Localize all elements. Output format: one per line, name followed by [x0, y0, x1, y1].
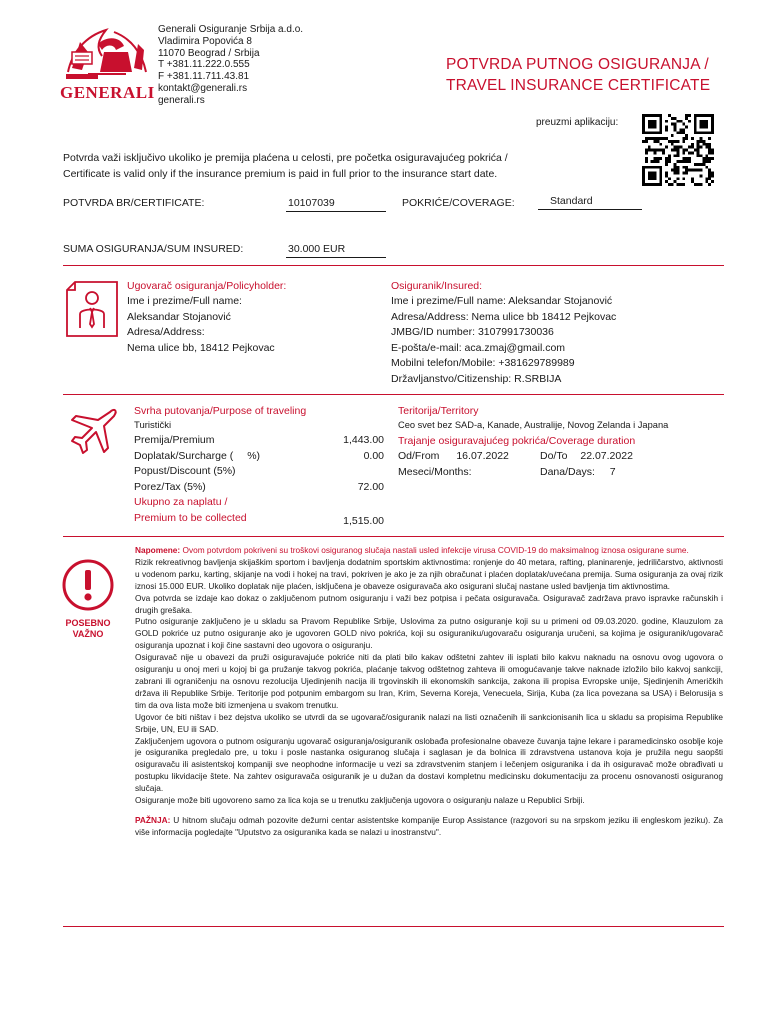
- certificate-label: POTVRDA BR/CERTIFICATE:: [63, 197, 205, 209]
- to-date: 22.07.2022: [580, 450, 633, 462]
- important-badge: [58, 558, 118, 640]
- from-date: 16.07.2022: [456, 450, 509, 462]
- sum-insured-value: 30.000 EUR: [286, 243, 386, 258]
- duration-to: [540, 449, 633, 465]
- insured-details: [391, 294, 616, 388]
- surcharge-percent: %): [247, 449, 261, 462]
- purpose-value: Turistički: [134, 420, 172, 431]
- insured-title: Osiguranik/Insured:: [391, 280, 483, 292]
- company-info-line: T +381.11.222.0.555: [158, 59, 250, 71]
- total-row: [134, 495, 384, 526]
- coverage-label: POKRIĆE/COVERAGE:: [402, 197, 515, 209]
- premium-table: [134, 433, 384, 527]
- policyholder-title: Ugovarač osiguranja/Policyholder:: [127, 280, 287, 292]
- company-info-line: Vladimira Popovića 8: [158, 35, 252, 47]
- important-label-2: VAŽNO: [72, 629, 104, 639]
- app-download-label: preuzmi aplikaciju:: [536, 117, 619, 128]
- generali-logo: [58, 22, 156, 100]
- from-label: Od/From: [398, 450, 440, 462]
- company-info-line: Generali Osiguranje Srbija a.d.o.: [158, 24, 304, 35]
- insured-detail-line: Ime i prezime/Full name: Aleksandar Stojanović: [391, 295, 613, 307]
- policyholder-details: [127, 294, 275, 356]
- days-value: 7: [609, 466, 616, 478]
- legal-paragraph: Ugovor će biti ništav i bez dejstva ukoliko se utvrdi da se ugovarač/osiguranik nalazi na listi označenih ili sankcionisanih lica u skladu sa propisima Republike Srbije, UN, EU ili SAD.: [135, 711, 723, 734]
- lion-emblem-icon: [58, 22, 156, 82]
- notice-line-2: Certificate is valid only if the insurance premium is paid in full prior to the insurance start date.: [63, 167, 498, 180]
- purpose-title: Svrha putovanja/Purpose of traveling: [134, 405, 307, 417]
- logo-wordmark: GENERALI: [60, 83, 155, 102]
- insured-detail-line: E-pošta/e-mail: aca.zmaj@gmail.com: [391, 341, 566, 354]
- premium-value: 1,443.00: [343, 434, 384, 446]
- divider: [63, 536, 724, 537]
- divider: [63, 926, 724, 927]
- total-label-2: Premium to be collected: [134, 511, 247, 524]
- insured-detail-line: Adresa/Address: Nema ulice bb 18412 Pejkovac: [391, 310, 617, 323]
- duration-title: Trajanje osiguravajućeg pokrića/Coverage duration: [398, 435, 636, 447]
- warning-label: PAŽNJA:: [135, 814, 171, 825]
- sum-insured-label: SUMA OSIGURANJA/SUM INSURED:: [63, 243, 244, 255]
- surcharge-label: Doplatak/Surcharge (: [134, 449, 234, 462]
- legal-paragraph: Osiguravač nije u obavezi da pruži osiguravajuće pokriće niti da plati bilo kakav odštetni zahtev ili isplati bilo kakvu naknadu na osnovu ovog ugovora o osiguranju u onoj meri u kojoj bi ga pružanje takvog pokrića, plaćanje takvog odštetnog zahteva ili omogućavanje takve naknade izložilo bilo kakvoj sankciji, zabrani ili ograničenju na osnovu rezolucija Ujedinjenih nacija ili trgovinskih ili ekonomskih sankcija, zakona ili propisa Evropske unije, Sjedinjenih Američkih država ili Republike Srbije. Teritorije pod potpunim embargom su Iran, Krim, Severna Koreja, Venecuela, Sirija, Kuba (za lica povezana sa USA) i Belorusija s tim da ova lista može biti izmenjena u svakom trenutku.: [135, 652, 723, 710]
- duration-from: [398, 449, 509, 465]
- divider: [63, 394, 724, 395]
- person-document-icon: [63, 278, 121, 340]
- tax-row: [134, 480, 384, 496]
- surcharge-row: [134, 449, 384, 465]
- note-text: Ovom potvrdom pokriveni su troškovi osiguranog slučaja nastali usled infekcije virusa COVID-19 do maksimalnog iznosa osigurane sume.: [180, 545, 689, 555]
- qr-code-icon[interactable]: [640, 114, 716, 186]
- total-value: 1,515.00: [343, 514, 384, 527]
- legal-paragraph: Ova potvrda se izdaje kao dokaz o zaključenom putnom osiguranju i važi bez potpisa i pečata osiguravača. Osiguravač zadržava pravo ispravke računskih i drugih grešaka.: [135, 592, 723, 615]
- legal-notes: [135, 545, 723, 839]
- tax-value: 72.00: [357, 480, 384, 493]
- days-field: [540, 465, 616, 481]
- legal-paragraph: Putno osiguranje zaključeno je u skladu sa Pravom Republike Srbije, Uslovima za putno osiguranje koji su u primeni od 09.03.2020. godine, Klauzulom za GOLD pokriće uz putno osiguranje ako je ugovoren GOLD nivo pokrića, koji su osiguraniku/ugovaraču osiguranja uručeni, sa kojima je osiguranik/ugovarač osiguranja upoznat i koji čine sastavni deo ugovora o osiguranju.: [135, 616, 723, 651]
- title-line-1: POTVRDA PUTNOG OSIGURANJA /: [446, 56, 709, 73]
- legal-paragraph: Rizik rekreativnog bavljenja skijaškim sportom i bavljenja dodatnim sportskim aktivnostima: ronjenje do 40 metara, rafting, planinarenje, jedriličarstvo, aktivnosti u vodenom parku, karting, skijanje na vodi i hokej na travi, pokriven je ako je za njih obračunat i plaćen doplatak/uvećana premija. Suma osiguranja za ovaj rizik iznosi 15.000 EUR. Ukoliko doplatak nije plaćen, isključena je obaveze osiguravača ako osigurani slučaj nastane usled bavljenja tim aktivnostima.: [135, 556, 723, 591]
- title-line-2: TRAVEL INSURANCE CERTIFICATE: [446, 77, 711, 94]
- total-label-1: Ukupno za naplatu /: [134, 496, 228, 509]
- note-label: Napomene:: [135, 545, 181, 555]
- airplane-icon: [66, 404, 120, 458]
- emergency-warning: [135, 815, 723, 839]
- coverage-value: Standard: [538, 195, 642, 210]
- legal-paragraph: Zaključenjem ugovora o putnom osiguranju ugovarač osiguranja/osiguranik oslobađa profesionalne obaveze čuvanja tajne lekare i paramedicinsko osoblje koje je osiguranika pregledalo pre, u toku i posle nastanka osiguranog slučaja i saglasan je da bolnica ili zdravstvena ustanova koja je pružila negu saopšti osiguravaču ili asistentskoj kompaniji sve neophodne informacije u vezi sa zdravstvenim stanjem i lečenjem osiguranika i da ih osiguravač može obrađivati u postupku likvidacije štete. Na zahtev osiguravača osiguranik je u dužan da dostavi kompletnu medicinsku dokumentaciju za procenu osnovanosti osiguranog slučaja.: [135, 735, 723, 794]
- important-label-1: POSEBNO: [65, 618, 111, 628]
- warning-text: U hitnom slučaju odmah pozovite dežurni centar asistentske kompanije Europ Assistance (razgovori su na srpskom jeziku ili engleskom jeziku). Za više informacija pogledajte "Uputstvo za osiguranika kada se nalazi u inostranstvu".: [135, 814, 723, 837]
- territory-title: Teritorija/Territory: [398, 405, 479, 417]
- insured-detail-line: Mobilni telefon/Mobile: +381629789989: [391, 357, 575, 370]
- to-label: Do/To: [540, 450, 568, 462]
- divider: [63, 265, 724, 266]
- surcharge-value: 0.00: [363, 449, 384, 462]
- policyholder-address-label: Adresa/Address:: [127, 326, 205, 339]
- premium-label: Premija/Premium: [134, 434, 215, 446]
- insured-detail-line: JMBG/ID number: 3107991730036: [391, 326, 554, 339]
- territory-value: Ceo svet bez SAD-a, Kanade, Australije, Novog Zelanda i Japana: [398, 420, 669, 430]
- company-info: [158, 24, 303, 107]
- covid-note: [135, 545, 723, 557]
- document-title: [446, 54, 710, 96]
- tax-label: Porez/Tax (5%): [134, 480, 206, 493]
- premium-row: [134, 433, 384, 449]
- validity-notice: [63, 151, 508, 182]
- days-label: Dana/Days:: [540, 466, 595, 478]
- insured-detail-line: Državljanstvo/Citizenship: R.SRBIJA: [391, 372, 562, 385]
- company-info-line: generali.rs: [158, 94, 205, 106]
- notice-line-1: Potvrda važi isključivo ukoliko je premija plaćena u celosti, pre početka osiguravajućeg pokrića /: [63, 152, 508, 164]
- warning-icon: [60, 558, 116, 612]
- company-info-line: F +381.11.711.43.81: [158, 71, 250, 83]
- certificate-number: 10107039: [286, 197, 386, 212]
- months-label: Meseci/Months:: [398, 466, 472, 478]
- policyholder-address: Nema ulice bb, 18412 Pejkovac: [127, 341, 275, 354]
- policyholder-name-label: Ime i prezime/Full name:: [127, 295, 242, 307]
- company-info-line: kontakt@generali.rs: [158, 82, 248, 94]
- legal-paragraph: Osiguranje može biti ugovoreno samo za lica koja se u trenutku zaključenja ugovora o osiguranju nalaze u Republici Srbiji.: [135, 795, 585, 806]
- policyholder-name: Aleksandar Stojanović: [127, 310, 231, 323]
- discount-row: [134, 464, 384, 480]
- discount-label: Popust/Discount (5%): [134, 465, 236, 478]
- company-info-line: 11070 Beograd / Srbija: [158, 47, 260, 59]
